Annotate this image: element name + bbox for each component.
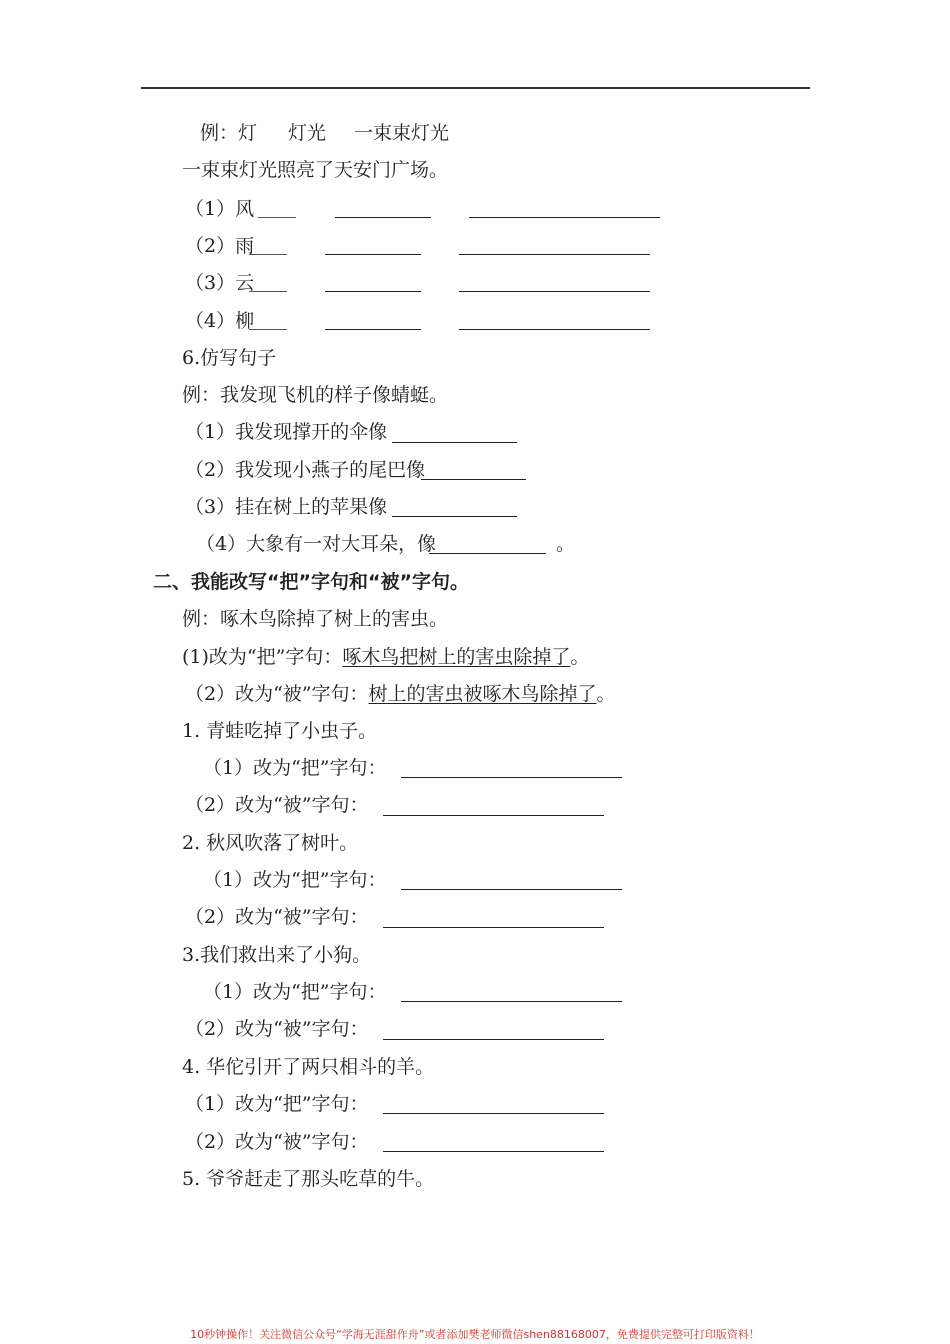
section6-item-2-blank[interactable] — [421, 479, 526, 480]
q5-item-1-blank-2[interactable] — [335, 217, 431, 218]
section2-example-bei-prefix: （2）改为“被”字句： — [185, 683, 369, 705]
q5-item-3-blank-3[interactable] — [459, 291, 650, 292]
question-4-bei-blank[interactable] — [383, 1151, 604, 1152]
q5-item-2-short-blank[interactable] — [249, 254, 287, 255]
question-1-ba-blank[interactable] — [401, 777, 622, 778]
q5-item-4-short-blank[interactable] — [249, 329, 287, 330]
question-4: 4. 华佗引开了两只相斗的羊。 — [182, 1056, 435, 1078]
question-1-bei-blank[interactable] — [383, 815, 604, 816]
section2-example: 例：啄木鸟除掉了树上的害虫。 — [182, 608, 449, 630]
section6-item-4-end: 。 — [556, 533, 576, 555]
q5-item-2: （2）雨 — [185, 235, 255, 257]
q5-item-3: （3）云 — [185, 272, 255, 294]
question-3-bei-label: （2）改为“被”字句： — [185, 1018, 369, 1040]
section2-example-bei-end: 。 — [596, 683, 616, 705]
section2-example-ba — [182, 645, 589, 669]
header-rule — [141, 87, 810, 89]
section6-item-3-blank[interactable] — [392, 516, 517, 517]
section6-item-3: （3）挂在树上的苹果像 — [185, 496, 388, 518]
question-1: 1. 青蛙吃掉了小虫子。 — [182, 720, 378, 742]
section6-example: 例：我发现飞机的样子像蜻蜓。 — [182, 384, 449, 406]
section6-item-1-blank[interactable] — [392, 442, 517, 443]
section6-item-4-blank[interactable] — [429, 553, 546, 554]
section6-title: 6.仿写句子 — [182, 347, 277, 369]
section2-example-ba-prefix: (1)改为“把”字句： — [182, 646, 343, 668]
example-word-2: 灯光 — [288, 122, 327, 144]
q5-item-4: （4）柳 — [185, 310, 255, 332]
q5-item-2-blank-2[interactable] — [325, 254, 421, 255]
question-3: 3.我们救出来了小狗。 — [182, 944, 372, 966]
question-4-bei-label: （2）改为“被”字句： — [185, 1131, 369, 1153]
question-4-ba-blank[interactable] — [383, 1113, 604, 1114]
question-2-bei-blank[interactable] — [383, 927, 604, 928]
section6-item-2: （2）我发现小燕子的尾巴像 — [185, 459, 426, 481]
section2-example-ba-answer: 啄木鸟把树上的害虫除掉了 — [342, 646, 571, 668]
q5-item-2-blank-3[interactable] — [459, 254, 650, 255]
q5-item-1: （1）风 — [185, 198, 255, 220]
question-2-bei-label: （2）改为“被”字句： — [185, 906, 369, 928]
q5-item-3-blank-2[interactable] — [325, 291, 421, 292]
question-5: 5. 爷爷赶走了那头吃草的牛。 — [182, 1168, 435, 1190]
question-4-ba-label: （1）改为“把”字句： — [185, 1093, 369, 1115]
question-3-bei-blank[interactable] — [383, 1039, 604, 1040]
section6-item-4: （4）大象有一对大耳朵，像 — [196, 533, 437, 555]
q5-item-1-blank-3[interactable] — [469, 217, 660, 218]
section2-example-bei — [185, 682, 616, 706]
section2-example-ba-end: 。 — [570, 646, 590, 668]
example-label: 例：灯 — [200, 122, 258, 144]
section6-item-1: （1）我发现撑开的伞像 — [185, 421, 388, 443]
question-2-ba-label: （1）改为“把”字句： — [203, 869, 387, 891]
q5-item-1-short-blank[interactable] — [258, 217, 296, 218]
question-3-ba-label: （1）改为“把”字句： — [203, 981, 387, 1003]
section2-title: 二、我能改写“把”字句和“被”字句。 — [153, 571, 469, 593]
question-1-bei-label: （2）改为“被”字句： — [185, 794, 369, 816]
section2-example-bei-answer: 树上的害虫被啄木鸟除掉了 — [368, 683, 597, 705]
question-3-ba-blank[interactable] — [401, 1001, 622, 1002]
q5-item-4-blank-3[interactable] — [459, 329, 650, 330]
question-1-ba-label: （1）改为“把”字句： — [203, 757, 387, 779]
q5-item-3-short-blank[interactable] — [249, 291, 287, 292]
footer-notice: 10秒钟操作！关注微信公众号“学海无涯甜作舟”或者添加樊老师微信shen88168007，免费提供完整可打印版资料！ — [190, 1328, 760, 1341]
example-word-3: 一束束灯光 — [354, 122, 450, 144]
q5-item-4-blank-2[interactable] — [325, 329, 421, 330]
example-sentence: 一束束灯光照亮了天安门广场。 — [182, 159, 449, 181]
question-2: 2. 秋风吹落了树叶。 — [182, 832, 359, 854]
question-2-ba-blank[interactable] — [401, 889, 622, 890]
